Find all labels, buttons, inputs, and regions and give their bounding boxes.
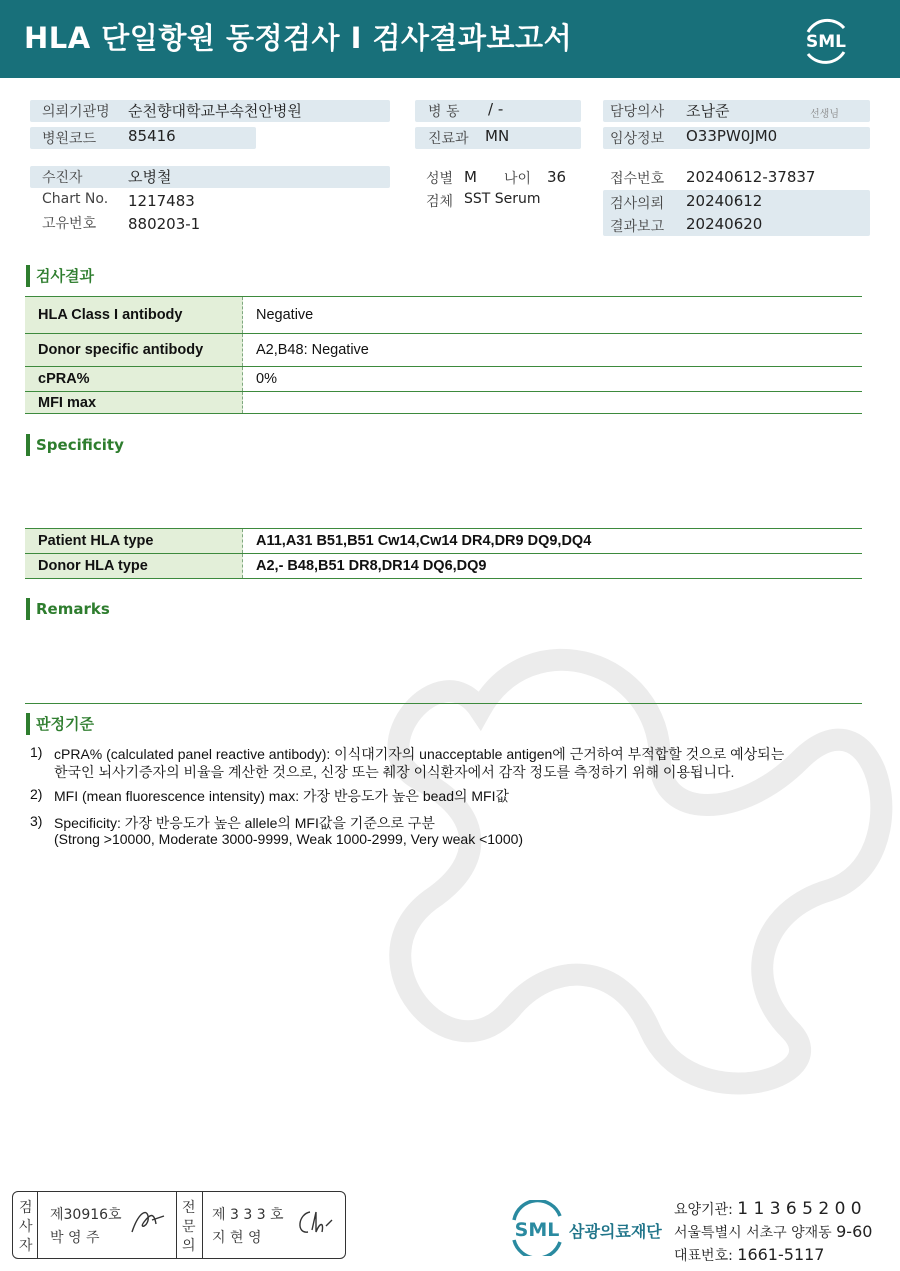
sml-footer-logo-text: SML xyxy=(514,1219,560,1241)
criteria-num: 3) xyxy=(30,813,43,829)
table-row xyxy=(25,367,862,392)
specialist-signature xyxy=(292,1206,336,1240)
examiner-signature xyxy=(128,1204,168,1238)
phone-line xyxy=(674,1245,824,1265)
chart-label: Chart No. xyxy=(42,191,109,207)
criteria-line: 한국인 뇌사기증자의 비율을 계산한 것으로, 신장 또는 췌장 이식환자에서 감작 정도를 측정하기 위해 이용됩니다. xyxy=(54,764,735,780)
criteria-line: Specificity: 가장 반응도가 높은 allele의 MFI값을 기준으로 구분 xyxy=(54,815,435,831)
results-section-title: 검사결과 xyxy=(26,265,94,287)
institution-line xyxy=(674,1199,862,1219)
specialist-number: 제 3 3 3 호 xyxy=(212,1207,284,1223)
report-value: 20240620 xyxy=(686,215,763,233)
row-value: Negative xyxy=(243,297,863,334)
row-key: MFI max xyxy=(25,392,243,414)
request-label: 검사의뢰 xyxy=(610,196,665,212)
hospital-value: 순천향대학교부속천안병원 xyxy=(128,102,302,120)
results-table xyxy=(25,296,862,414)
report-label: 결과보고 xyxy=(610,219,665,235)
info-bar-patient xyxy=(30,166,390,188)
signature-divider xyxy=(202,1192,203,1258)
specialist-name: 지 현 영 xyxy=(212,1230,262,1246)
patient-value: 오병철 xyxy=(128,168,172,186)
signature-divider xyxy=(37,1192,38,1258)
age-value: 36 xyxy=(547,168,567,186)
reception-label: 접수번호 xyxy=(610,171,665,187)
examiner-label-char: 사 xyxy=(19,1219,33,1235)
table-row xyxy=(25,392,862,414)
age-label: 나이 xyxy=(504,171,532,187)
remarks-section-title: Remarks xyxy=(26,598,110,620)
table-row xyxy=(25,529,862,554)
uid-value: 880203-1 xyxy=(128,215,201,233)
remarks-divider xyxy=(25,703,862,704)
address-line xyxy=(674,1222,872,1242)
institution-number: 1 1 3 6 5 2 0 0 xyxy=(737,1199,862,1219)
criteria-line: cPRA% (calculated panel reactive antibody): 이식대기자의 unacceptable antigen에 근거하여 부적합할 것으로 예상되는 xyxy=(54,746,785,762)
sml-logo-icon xyxy=(800,14,852,66)
specimen-value: SST Serum xyxy=(464,191,541,207)
request-value: 20240612 xyxy=(686,192,763,210)
table-row xyxy=(25,554,862,579)
dept-label: 진료과 xyxy=(428,131,469,147)
chart-value: 1217483 xyxy=(128,192,195,210)
table-row xyxy=(25,297,862,334)
specialist-label-char: 전 xyxy=(182,1200,196,1216)
org-name: 삼광의료재단 xyxy=(569,1222,662,1241)
specialist-label-char: 의 xyxy=(182,1238,196,1254)
sex-label: 성별 xyxy=(426,171,454,187)
uid-label: 고유번호 xyxy=(42,216,97,232)
doctor-value: 조남준 xyxy=(686,102,730,120)
clinical-value: O33PW0JM0 xyxy=(686,127,778,145)
phone-number: 1661-5117 xyxy=(737,1245,825,1264)
code-label: 병원코드 xyxy=(42,131,97,147)
row-value xyxy=(243,392,863,414)
sml-footer-logo-icon xyxy=(508,1200,566,1256)
table-row xyxy=(25,334,862,367)
ward-value: / - xyxy=(488,100,504,118)
ward-label: 병 동 xyxy=(428,104,460,120)
sex-value: M xyxy=(464,168,477,186)
watermark-logo xyxy=(360,560,900,1100)
address-text: 서울특별시 서초구 양재동 xyxy=(674,1225,837,1241)
doctor-suffix: 선생님 xyxy=(810,109,839,120)
row-value: A2,B48: Negative xyxy=(243,334,863,367)
examiner-number: 제30916호 xyxy=(50,1207,122,1223)
specimen-label: 검체 xyxy=(426,194,454,210)
examiner-label-char: 자 xyxy=(19,1238,33,1254)
row-key: cPRA% xyxy=(25,367,243,392)
criteria-num: 2) xyxy=(30,786,43,802)
row-key: HLA Class I antibody xyxy=(25,297,243,334)
sml-logo-text: SML xyxy=(806,32,846,52)
criteria-section-title: 판정기준 xyxy=(26,713,94,735)
clinical-label: 임상정보 xyxy=(610,131,665,147)
row-value: A11,A31 B51,B51 Cw14,Cw14 DR4,DR9 DQ9,DQ4 xyxy=(243,529,863,554)
specificity-section-title: Specificity xyxy=(26,434,124,456)
row-value: 0% xyxy=(243,367,863,392)
code-value: 85416 xyxy=(128,127,176,145)
row-key: Donor HLA type xyxy=(25,554,243,579)
row-value: A2,- B48,B51 DR8,DR14 DQ6,DQ9 xyxy=(243,554,863,579)
specialist-label-char: 문 xyxy=(182,1219,196,1235)
row-key: Donor specific antibody xyxy=(25,334,243,367)
hospital-label: 의뢰기관명 xyxy=(42,104,110,120)
dept-value: MN xyxy=(485,127,510,145)
address-number: 9-60 xyxy=(836,1222,873,1241)
phone-label: 대표번호: xyxy=(674,1248,738,1264)
report-title: HLA 단일항원 동정검사 I 검사결과보고서 xyxy=(24,21,573,55)
criteria-line: (Strong >10000, Moderate 3000-9999, Weak 1000-2999, Very weak <1000) xyxy=(54,831,524,847)
institution-label: 요양기관: xyxy=(674,1202,738,1218)
examiner-label-char: 검 xyxy=(19,1200,33,1216)
doctor-label: 담당의사 xyxy=(610,104,665,120)
row-key: Patient HLA type xyxy=(25,529,243,554)
patient-label: 수진자 xyxy=(42,170,83,186)
hla-type-table xyxy=(25,528,862,579)
examiner-name: 박 영 주 xyxy=(50,1230,100,1246)
criteria-num: 1) xyxy=(30,744,43,760)
reception-value: 20240612-37837 xyxy=(686,168,816,186)
signature-divider xyxy=(176,1192,177,1258)
criteria-line: MFI (mean fluorescence intensity) max: 가장 반응도가 높은 bead의 MFI값 xyxy=(54,788,510,804)
